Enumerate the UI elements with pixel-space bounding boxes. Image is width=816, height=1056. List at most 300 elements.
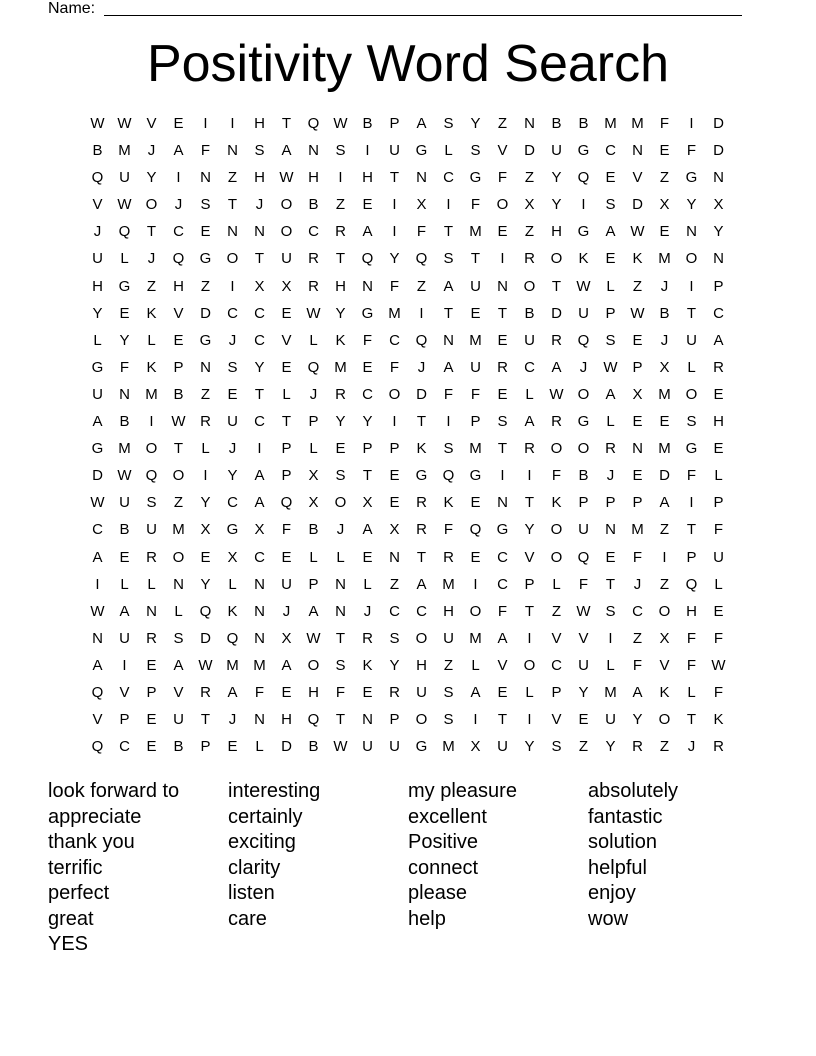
- grid-cell: Q: [91, 738, 104, 756]
- grid-cell: J: [309, 385, 318, 403]
- grid-cell: F: [659, 115, 670, 132]
- grid-cell: P: [551, 683, 562, 701]
- grid-cell: F: [686, 629, 697, 647]
- grid-cell: E: [605, 250, 616, 268]
- grid-cell: D: [524, 142, 535, 160]
- grid-cell: G: [226, 521, 239, 539]
- grid-cell: C: [254, 304, 265, 322]
- grid-cell: L: [606, 413, 615, 431]
- grid-cell: P: [173, 358, 184, 376]
- grid-cell: B: [119, 521, 130, 539]
- grid-cell: O: [415, 711, 428, 729]
- grid-cell: Z: [200, 385, 211, 403]
- grid-cell: Z: [146, 277, 157, 295]
- grid-cell: L: [309, 548, 318, 566]
- grid-cell: F: [254, 683, 265, 701]
- grid-cell: W: [306, 304, 321, 322]
- grid-cell: C: [389, 331, 400, 349]
- word-list-item: connect: [408, 856, 479, 879]
- grid-cell: L: [552, 575, 561, 593]
- grid-cell: I: [392, 223, 397, 241]
- grid-cell: Z: [632, 629, 643, 647]
- grid-row: [84, 681, 732, 708]
- grid-cell: H: [686, 602, 697, 620]
- grid-cell: H: [92, 277, 103, 295]
- grid-cell: X: [254, 277, 265, 295]
- grid-cell: U: [119, 169, 130, 187]
- grid-cell: Q: [145, 467, 158, 485]
- grid-cell: G: [415, 142, 428, 160]
- grid-cell: J: [660, 277, 669, 295]
- grid-cell: G: [577, 142, 590, 160]
- grid-cell: P: [389, 711, 400, 729]
- grid-cell: A: [173, 142, 184, 160]
- grid-cell: F: [551, 467, 562, 485]
- grid-cell: E: [362, 683, 373, 701]
- grid-cell: P: [605, 304, 616, 322]
- grid-cell: E: [632, 467, 643, 485]
- grid-cell: X: [524, 196, 535, 214]
- grid-cell: S: [443, 250, 454, 268]
- grid-cell: T: [254, 385, 265, 403]
- grid-cell: O: [307, 656, 320, 674]
- grid-cell: A: [254, 467, 265, 485]
- grid-cell: Q: [361, 250, 374, 268]
- grid-cell: Z: [389, 575, 400, 593]
- grid-cell: L: [687, 683, 696, 701]
- grid-row: [84, 518, 732, 545]
- grid-cell: Y: [200, 494, 211, 512]
- grid-cell: F: [470, 196, 481, 214]
- grid-cell: J: [282, 602, 291, 620]
- grid-cell: N: [713, 250, 724, 268]
- grid-cell: Y: [551, 196, 562, 214]
- grid-cell: E: [578, 711, 589, 729]
- grid-cell: I: [176, 169, 181, 187]
- grid-cell: J: [660, 331, 669, 349]
- name-label: Name:: [48, 0, 96, 17]
- grid-cell: I: [392, 196, 397, 214]
- grid-cell: O: [415, 629, 428, 647]
- grid-cell: U: [281, 575, 292, 593]
- grid-cell: Q: [415, 250, 428, 268]
- grid-cell: I: [689, 494, 694, 512]
- grid-cell: R: [200, 413, 211, 431]
- grid-cell: I: [527, 711, 532, 729]
- grid-cell: L: [120, 575, 129, 593]
- grid-cell: P: [308, 575, 319, 593]
- grid-cell: N: [254, 711, 265, 729]
- grid-cell: S: [146, 494, 157, 512]
- grid-cell: A: [92, 656, 103, 674]
- grid-cell: S: [443, 683, 454, 701]
- grid-row: [84, 383, 732, 410]
- grid-cell: T: [497, 440, 508, 458]
- grid-cell: E: [200, 548, 211, 566]
- grid-cell: E: [173, 115, 184, 132]
- grid-cell: T: [335, 250, 346, 268]
- grid-cell: S: [497, 413, 508, 431]
- grid-cell: L: [714, 467, 723, 485]
- grid-cell: Z: [632, 277, 643, 295]
- grid-cell: Q: [172, 250, 185, 268]
- grid-cell: E: [470, 304, 481, 322]
- grid-cell: P: [686, 548, 697, 566]
- grid-cell: R: [443, 548, 454, 566]
- grid-cell: H: [551, 223, 562, 241]
- grid-cell: T: [605, 575, 616, 593]
- grid-cell: C: [551, 656, 562, 674]
- grid-cell: W: [603, 358, 618, 376]
- grid-cell: H: [335, 277, 346, 295]
- grid-cell: R: [416, 494, 427, 512]
- grid-cell: J: [147, 142, 156, 160]
- grid-cell: Y: [524, 521, 535, 539]
- grid-cell: L: [174, 602, 183, 620]
- grid-cell: G: [118, 277, 131, 295]
- grid-cell: W: [171, 413, 186, 431]
- grid-cell: T: [686, 711, 697, 729]
- grid-cell: A: [92, 548, 103, 566]
- grid-cell: R: [551, 331, 562, 349]
- word-list-item: look forward to: [48, 780, 180, 802]
- grid-cell: H: [362, 169, 373, 187]
- grid-cell: I: [392, 413, 397, 431]
- grid-cell: P: [578, 494, 589, 512]
- grid-cell: I: [257, 440, 262, 458]
- grid-cell: T: [281, 115, 292, 132]
- grid-cell: K: [659, 683, 670, 701]
- grid-row: [84, 410, 732, 437]
- grid-cell: C: [389, 602, 400, 620]
- grid-cell: I: [473, 575, 478, 593]
- grid-cell: A: [470, 683, 481, 701]
- grid-cell: Z: [200, 277, 211, 295]
- grid-cell: Z: [659, 575, 670, 593]
- grid-cell: W: [90, 115, 105, 132]
- grid-cell: S: [254, 142, 265, 160]
- grid-cell: U: [389, 738, 400, 756]
- grid-cell: V: [497, 656, 508, 674]
- grid-cell: E: [605, 548, 616, 566]
- grid-cell: Q: [226, 629, 239, 647]
- grid-cell: L: [714, 575, 723, 593]
- grid-cell: D: [416, 385, 427, 403]
- grid-cell: R: [146, 629, 157, 647]
- word-list-item: exciting: [228, 831, 296, 853]
- grid-cell: P: [119, 711, 130, 729]
- grid-cell: Q: [577, 548, 590, 566]
- grid-cell: E: [632, 413, 643, 431]
- grid-cell: B: [308, 738, 319, 756]
- grid-cell: W: [630, 304, 645, 322]
- grid-cell: R: [605, 440, 616, 458]
- grid-cell: J: [174, 196, 183, 214]
- grid-cell: M: [469, 629, 482, 647]
- grid-cell: V: [146, 115, 157, 132]
- grid-cell: H: [443, 602, 454, 620]
- grid-cell: E: [659, 413, 670, 431]
- grid-cell: N: [254, 629, 265, 647]
- grid-cell: S: [443, 711, 454, 729]
- grid-cell: U: [578, 656, 589, 674]
- grid-cell: L: [525, 385, 534, 403]
- grid-cell: G: [91, 440, 104, 458]
- grid-cell: X: [254, 521, 265, 539]
- grid-cell: B: [92, 142, 103, 160]
- grid-cell: Z: [551, 602, 562, 620]
- grid-cell: E: [497, 331, 508, 349]
- grid-cell: L: [606, 277, 615, 295]
- grid-cell: Q: [577, 169, 590, 187]
- grid-row: [84, 573, 732, 600]
- grid-cell: W: [576, 277, 591, 295]
- grid-cell: L: [93, 331, 102, 349]
- word-list-item: solution: [588, 831, 657, 853]
- grid-cell: M: [658, 440, 671, 458]
- grid-cell: R: [335, 223, 346, 241]
- grid-cell: F: [713, 521, 724, 539]
- grid-cell: N: [254, 223, 265, 241]
- grid-cell: Y: [632, 711, 643, 729]
- grid-cell: I: [419, 304, 424, 322]
- grid-row: [84, 275, 732, 302]
- grid-cell: P: [200, 738, 211, 756]
- grid-cell: U: [605, 711, 616, 729]
- name-underline: [104, 15, 742, 16]
- grid-cell: Z: [524, 223, 535, 241]
- grid-cell: T: [443, 223, 454, 241]
- grid-cell: F: [119, 358, 130, 376]
- grid-cell: E: [389, 467, 400, 485]
- grid-cell: M: [145, 385, 158, 403]
- grid-cell: B: [173, 738, 184, 756]
- word-list-item: clarity: [228, 856, 281, 879]
- grid-cell: N: [173, 575, 184, 593]
- grid-cell: P: [632, 494, 643, 512]
- grid-cell: S: [443, 115, 454, 132]
- word-list-item: excellent: [408, 805, 487, 828]
- grid-cell: A: [119, 602, 130, 620]
- grid-cell: R: [146, 548, 157, 566]
- grid-cell: P: [362, 440, 373, 458]
- grid-cell: G: [415, 467, 428, 485]
- grid-cell: V: [173, 683, 184, 701]
- grid-row: [84, 220, 732, 247]
- grid-cell: U: [362, 738, 373, 756]
- grid-cell: Q: [442, 467, 455, 485]
- grid-cell: D: [713, 115, 724, 132]
- grid-cell: V: [173, 304, 184, 322]
- grid-cell: U: [578, 521, 589, 539]
- grid-cell: F: [686, 467, 697, 485]
- grid-cell: U: [416, 683, 427, 701]
- grid-cell: R: [308, 250, 319, 268]
- grid-cell: O: [523, 656, 536, 674]
- grid-cell: E: [119, 548, 130, 566]
- grid-cell: X: [308, 494, 319, 512]
- grid-cell: W: [630, 223, 645, 241]
- grid-cell: Y: [551, 169, 562, 187]
- grid-cell: F: [632, 656, 643, 674]
- grid-cell: O: [658, 711, 671, 729]
- grid-cell: H: [308, 683, 319, 701]
- grid-cell: N: [308, 142, 319, 160]
- grid-cell: K: [713, 711, 724, 729]
- grid-cell: L: [309, 331, 318, 349]
- grid-cell: F: [578, 575, 589, 593]
- grid-cell: I: [473, 711, 478, 729]
- grid-cell: S: [605, 196, 616, 214]
- grid-cell: H: [416, 656, 427, 674]
- grid-cell: J: [417, 358, 426, 376]
- grid-cell: U: [524, 331, 535, 349]
- grid-cell: O: [577, 385, 590, 403]
- grid-cell: U: [686, 331, 697, 349]
- grid-cell: R: [308, 277, 319, 295]
- grid-cell: D: [659, 467, 670, 485]
- word-list-item: appreciate: [48, 805, 142, 828]
- grid-cell: I: [500, 467, 505, 485]
- grid-cell: B: [173, 385, 184, 403]
- grid-cell: Y: [254, 358, 265, 376]
- grid-cell: N: [605, 521, 616, 539]
- grid-cell: E: [659, 142, 670, 160]
- grid-cell: R: [416, 521, 427, 539]
- grid-cell: X: [659, 358, 670, 376]
- grid-cell: P: [713, 277, 724, 295]
- grid-cell: B: [551, 115, 562, 132]
- grid-cell: I: [689, 277, 694, 295]
- grid-cell: L: [525, 683, 534, 701]
- grid-cell: Q: [91, 169, 104, 187]
- grid-cell: D: [632, 196, 643, 214]
- grid-cell: T: [254, 250, 265, 268]
- grid-cell: A: [713, 331, 724, 349]
- grid-cell: C: [119, 738, 130, 756]
- grid-cell: E: [632, 331, 643, 349]
- grid-cell: X: [632, 385, 643, 403]
- grid-cell: A: [281, 656, 292, 674]
- grid-cell: R: [200, 683, 211, 701]
- grid-cell: D: [200, 629, 211, 647]
- grid-cell: N: [416, 169, 427, 187]
- grid-cell: H: [254, 115, 265, 132]
- grid-cell: G: [415, 738, 428, 756]
- grid-cell: O: [550, 250, 563, 268]
- grid-cell: T: [173, 440, 184, 458]
- grid-cell: F: [632, 548, 643, 566]
- grid-cell: M: [469, 331, 482, 349]
- grid-cell: A: [362, 223, 373, 241]
- grid-cell: O: [334, 494, 347, 512]
- grid-cell: E: [362, 358, 373, 376]
- grid-cell: P: [470, 413, 481, 431]
- grid-cell: F: [497, 602, 508, 620]
- grid-cell: X: [470, 738, 481, 756]
- grid-cell: T: [497, 711, 508, 729]
- grid-cell: S: [335, 142, 346, 160]
- grid-cell: T: [443, 304, 454, 322]
- grid-cell: J: [255, 196, 264, 214]
- grid-cell: D: [551, 304, 562, 322]
- grid-cell: S: [335, 656, 346, 674]
- grid-cell: V: [281, 331, 292, 349]
- grid-cell: V: [578, 629, 589, 647]
- grid-cell: U: [443, 629, 454, 647]
- grid-cell: R: [632, 738, 643, 756]
- grid-cell: W: [549, 385, 564, 403]
- grid-cell: E: [497, 223, 508, 241]
- grid-cell: G: [496, 521, 509, 539]
- letter-grid: [84, 112, 732, 762]
- grid-cell: U: [173, 711, 184, 729]
- grid-cell: K: [551, 494, 562, 512]
- grid-cell: C: [497, 575, 508, 593]
- grid-cell: S: [551, 738, 562, 756]
- grid-cell: N: [497, 277, 508, 295]
- grid-cell: Y: [335, 413, 346, 431]
- grid-cell: V: [92, 711, 103, 729]
- grid-cell: A: [632, 683, 643, 701]
- grid-row: [84, 735, 732, 762]
- grid-cell: X: [389, 521, 400, 539]
- grid-row: [84, 627, 732, 654]
- grid-cell: Y: [686, 196, 697, 214]
- grid-cell: I: [527, 467, 532, 485]
- grid-cell: Z: [659, 738, 670, 756]
- grid-row: [84, 491, 732, 518]
- grid-cell: Z: [227, 169, 238, 187]
- grid-cell: A: [605, 223, 616, 241]
- grid-cell: T: [524, 494, 535, 512]
- page-title: Positivity Word Search: [146, 35, 670, 93]
- grid-cell: Z: [173, 494, 184, 512]
- grid-cell: S: [443, 440, 454, 458]
- grid-cell: X: [659, 629, 670, 647]
- grid-cell: X: [308, 467, 319, 485]
- grid-cell: R: [551, 413, 562, 431]
- grid-cell: K: [362, 656, 373, 674]
- grid-cell: M: [469, 223, 482, 241]
- grid-cell: X: [362, 494, 373, 512]
- grid-cell: T: [389, 169, 400, 187]
- grid-cell: M: [604, 683, 617, 701]
- grid-cell: O: [280, 196, 293, 214]
- grid-row: [84, 464, 732, 491]
- grid-row: [84, 166, 732, 193]
- word-list-item: care: [228, 907, 267, 930]
- grid-cell: E: [713, 440, 724, 458]
- grid-cell: L: [336, 548, 345, 566]
- grid-cell: F: [389, 358, 400, 376]
- grid-cell: U: [146, 521, 157, 539]
- grid-cell: Y: [524, 738, 535, 756]
- grid-row: [84, 356, 732, 383]
- grid-cell: X: [281, 277, 292, 295]
- grid-cell: W: [90, 602, 105, 620]
- grid-cell: T: [227, 196, 238, 214]
- grid-cell: E: [659, 223, 670, 241]
- grid-cell: W: [711, 656, 726, 674]
- grid-cell: C: [362, 385, 373, 403]
- grid-cell: F: [389, 277, 400, 295]
- grid-cell: M: [469, 440, 482, 458]
- grid-cell: Y: [146, 169, 157, 187]
- grid-cell: A: [659, 494, 670, 512]
- grid-cell: Y: [119, 331, 130, 349]
- grid-cell: C: [713, 304, 724, 322]
